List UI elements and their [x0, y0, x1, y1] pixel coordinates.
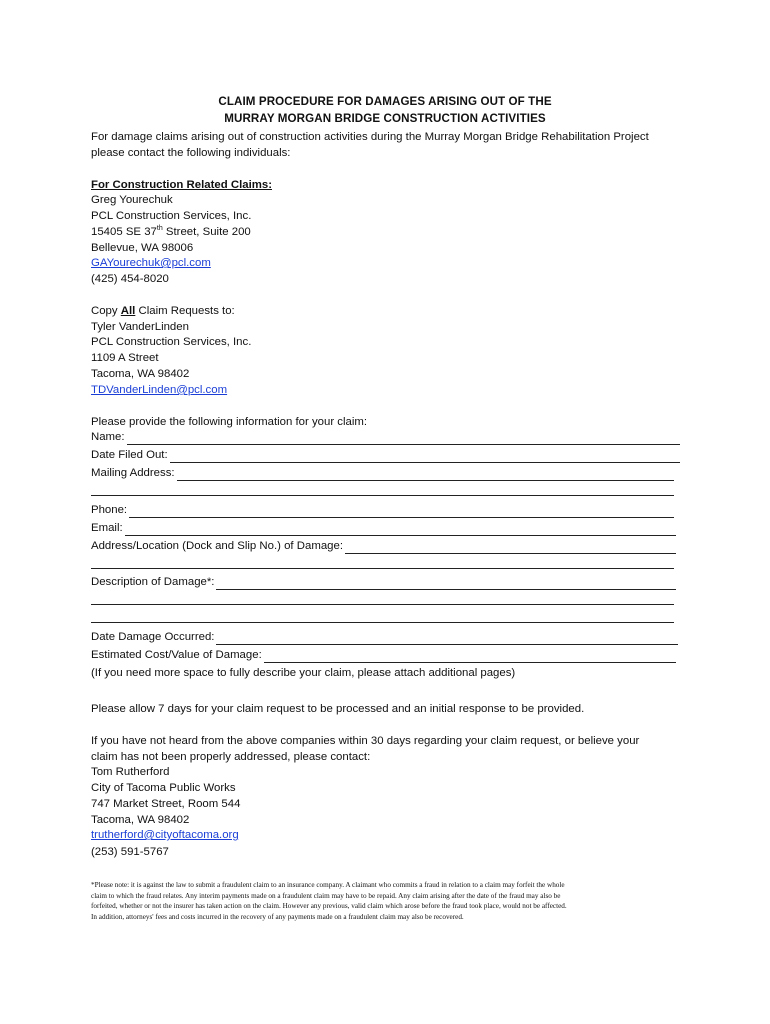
date-occurred-input-line[interactable] — [216, 633, 678, 645]
name-input-line[interactable] — [127, 433, 680, 445]
copy-all-emphasis: All — [120, 305, 136, 317]
intro-line-2: please contact the following individuals: — [91, 147, 291, 159]
email-label: Email: — [91, 522, 123, 534]
followup-contact-email-link[interactable]: trutherford@cityoftacoma.org — [91, 829, 239, 841]
construction-contact-phone: (425) 454-8020 — [91, 273, 169, 285]
title-line-1: CLAIM PROCEDURE FOR DAMAGES ARISING OUT OF THE — [218, 95, 552, 108]
copy-claims-line — [91, 303, 235, 319]
footnote-line-2: claim to which the fraud relates. Any interim payments made on a fraudulent claim may have to be repaid. Any claim arising after the date of the fraud may also be — [91, 891, 561, 900]
phone-input-line[interactable] — [129, 506, 674, 518]
address-sup: th — [156, 225, 163, 233]
footnote-line-1: *Please note: it is against the law to submit a fraudulent claim to an insurance company. A claimant who commits a fraud in relation to a claim may forfeit the whole — [91, 881, 565, 889]
address-pre: 15405 SE 37 — [91, 226, 157, 238]
form-instruction: Please provide the following information for your claim: — [91, 416, 368, 428]
followup-contact-name: Tom Rutherford — [91, 766, 170, 778]
construction-contact-name: Greg Yourechuk — [91, 194, 173, 206]
copy-contact-email-line — [91, 382, 227, 398]
damage-location-field[interactable] — [91, 538, 676, 554]
date-occurred-field[interactable] — [91, 629, 678, 645]
title-line-2: MURRAY MORGAN BRIDGE CONSTRUCTION ACTIVITIES — [224, 112, 546, 125]
date-occurred-label: Date Damage Occurred: — [91, 631, 215, 643]
estimated-cost-field[interactable] — [91, 647, 676, 663]
email-field[interactable] — [91, 520, 676, 536]
damage-description-line-3[interactable] — [91, 621, 674, 623]
estimated-cost-label: Estimated Cost/Value of Damage: — [91, 649, 262, 661]
construction-contact-email-link[interactable]: GAYourechuk@pcl.com — [91, 257, 211, 269]
copy-post: Claim Requests to: — [135, 305, 235, 317]
copy-contact-street: 1109 A Street — [91, 352, 159, 364]
construction-contact-email-line — [91, 255, 211, 271]
followup-contact-org: City of Tacoma Public Works — [91, 782, 236, 794]
footnote-line-4: In addition, attorneys' fees and costs incurred in the recovery of any payments made on a fraudulent claim may also be recovered. — [91, 912, 464, 921]
mailing-address-field[interactable] — [91, 465, 674, 481]
followup-contact-city: Tacoma, WA 98402 — [91, 814, 190, 826]
email-input-line[interactable] — [125, 524, 676, 536]
date-filed-field[interactable] — [91, 447, 680, 463]
construction-contact-city: Bellevue, WA 98006 — [91, 242, 194, 254]
damage-location-line-2[interactable] — [91, 567, 674, 569]
followup-line-1: If you have not heard from the above companies within 30 days regarding your claim request, or believe your — [91, 735, 640, 747]
more-space-note: (If you need more space to fully describe your claim, please attach additional pages) — [91, 667, 516, 679]
followup-line-2: claim has not been properly addressed, please contact: — [91, 751, 371, 763]
name-field[interactable] — [91, 429, 680, 445]
damage-location-input-line[interactable] — [345, 542, 676, 554]
phone-label: Phone: — [91, 504, 128, 516]
followup-contact-phone: (253) 591-5767 — [91, 846, 169, 858]
date-filed-label: Date Filed Out: — [91, 449, 168, 461]
processing-time-note: Please allow 7 days for your claim request to be processed and an initial response to be provided. — [91, 703, 585, 715]
followup-contact-email-line — [91, 827, 239, 843]
intro-line-1: For damage claims arising out of construction activities during the Murray Morgan Bridge Rehabilitation Project — [91, 131, 649, 143]
damage-description-line-2[interactable] — [91, 603, 674, 605]
construction-contact-address — [91, 224, 251, 240]
mailing-address-line-2[interactable] — [91, 494, 674, 496]
damage-description-label: Description of Damage*: — [91, 576, 215, 588]
name-label: Name: — [91, 431, 125, 443]
damage-description-input-line[interactable] — [216, 578, 676, 590]
mailing-address-input-line[interactable] — [177, 469, 674, 481]
copy-contact-company: PCL Construction Services, Inc. — [91, 336, 252, 348]
copy-contact-city: Tacoma, WA 98402 — [91, 368, 190, 380]
mailing-address-label: Mailing Address: — [91, 467, 175, 479]
followup-contact-street: 747 Market Street, Room 544 — [91, 798, 241, 810]
damage-location-label: Address/Location (Dock and Slip No.) of Damage: — [91, 540, 343, 552]
footnote-line-3: forfeited, whether or not the insurer has taken action on the claim. However any previous, valid claim which arose before the fraud took place, would not be affected. — [91, 902, 567, 911]
copy-contact-email-link[interactable]: TDVanderLinden@pcl.com — [91, 384, 228, 396]
date-filed-input-line[interactable] — [170, 451, 680, 463]
estimated-cost-input-line[interactable] — [264, 651, 676, 663]
address-post: Street, Suite 200 — [162, 226, 251, 238]
construction-contact-company: PCL Construction Services, Inc. — [91, 210, 252, 222]
damage-description-field[interactable] — [91, 574, 676, 590]
construction-claims-heading: For Construction Related Claims: — [91, 179, 273, 191]
fraud-footnote — [91, 880, 681, 922]
copy-contact-name: Tyler VanderLinden — [91, 321, 189, 333]
phone-field[interactable] — [91, 502, 674, 518]
copy-pre: Copy — [91, 305, 121, 317]
